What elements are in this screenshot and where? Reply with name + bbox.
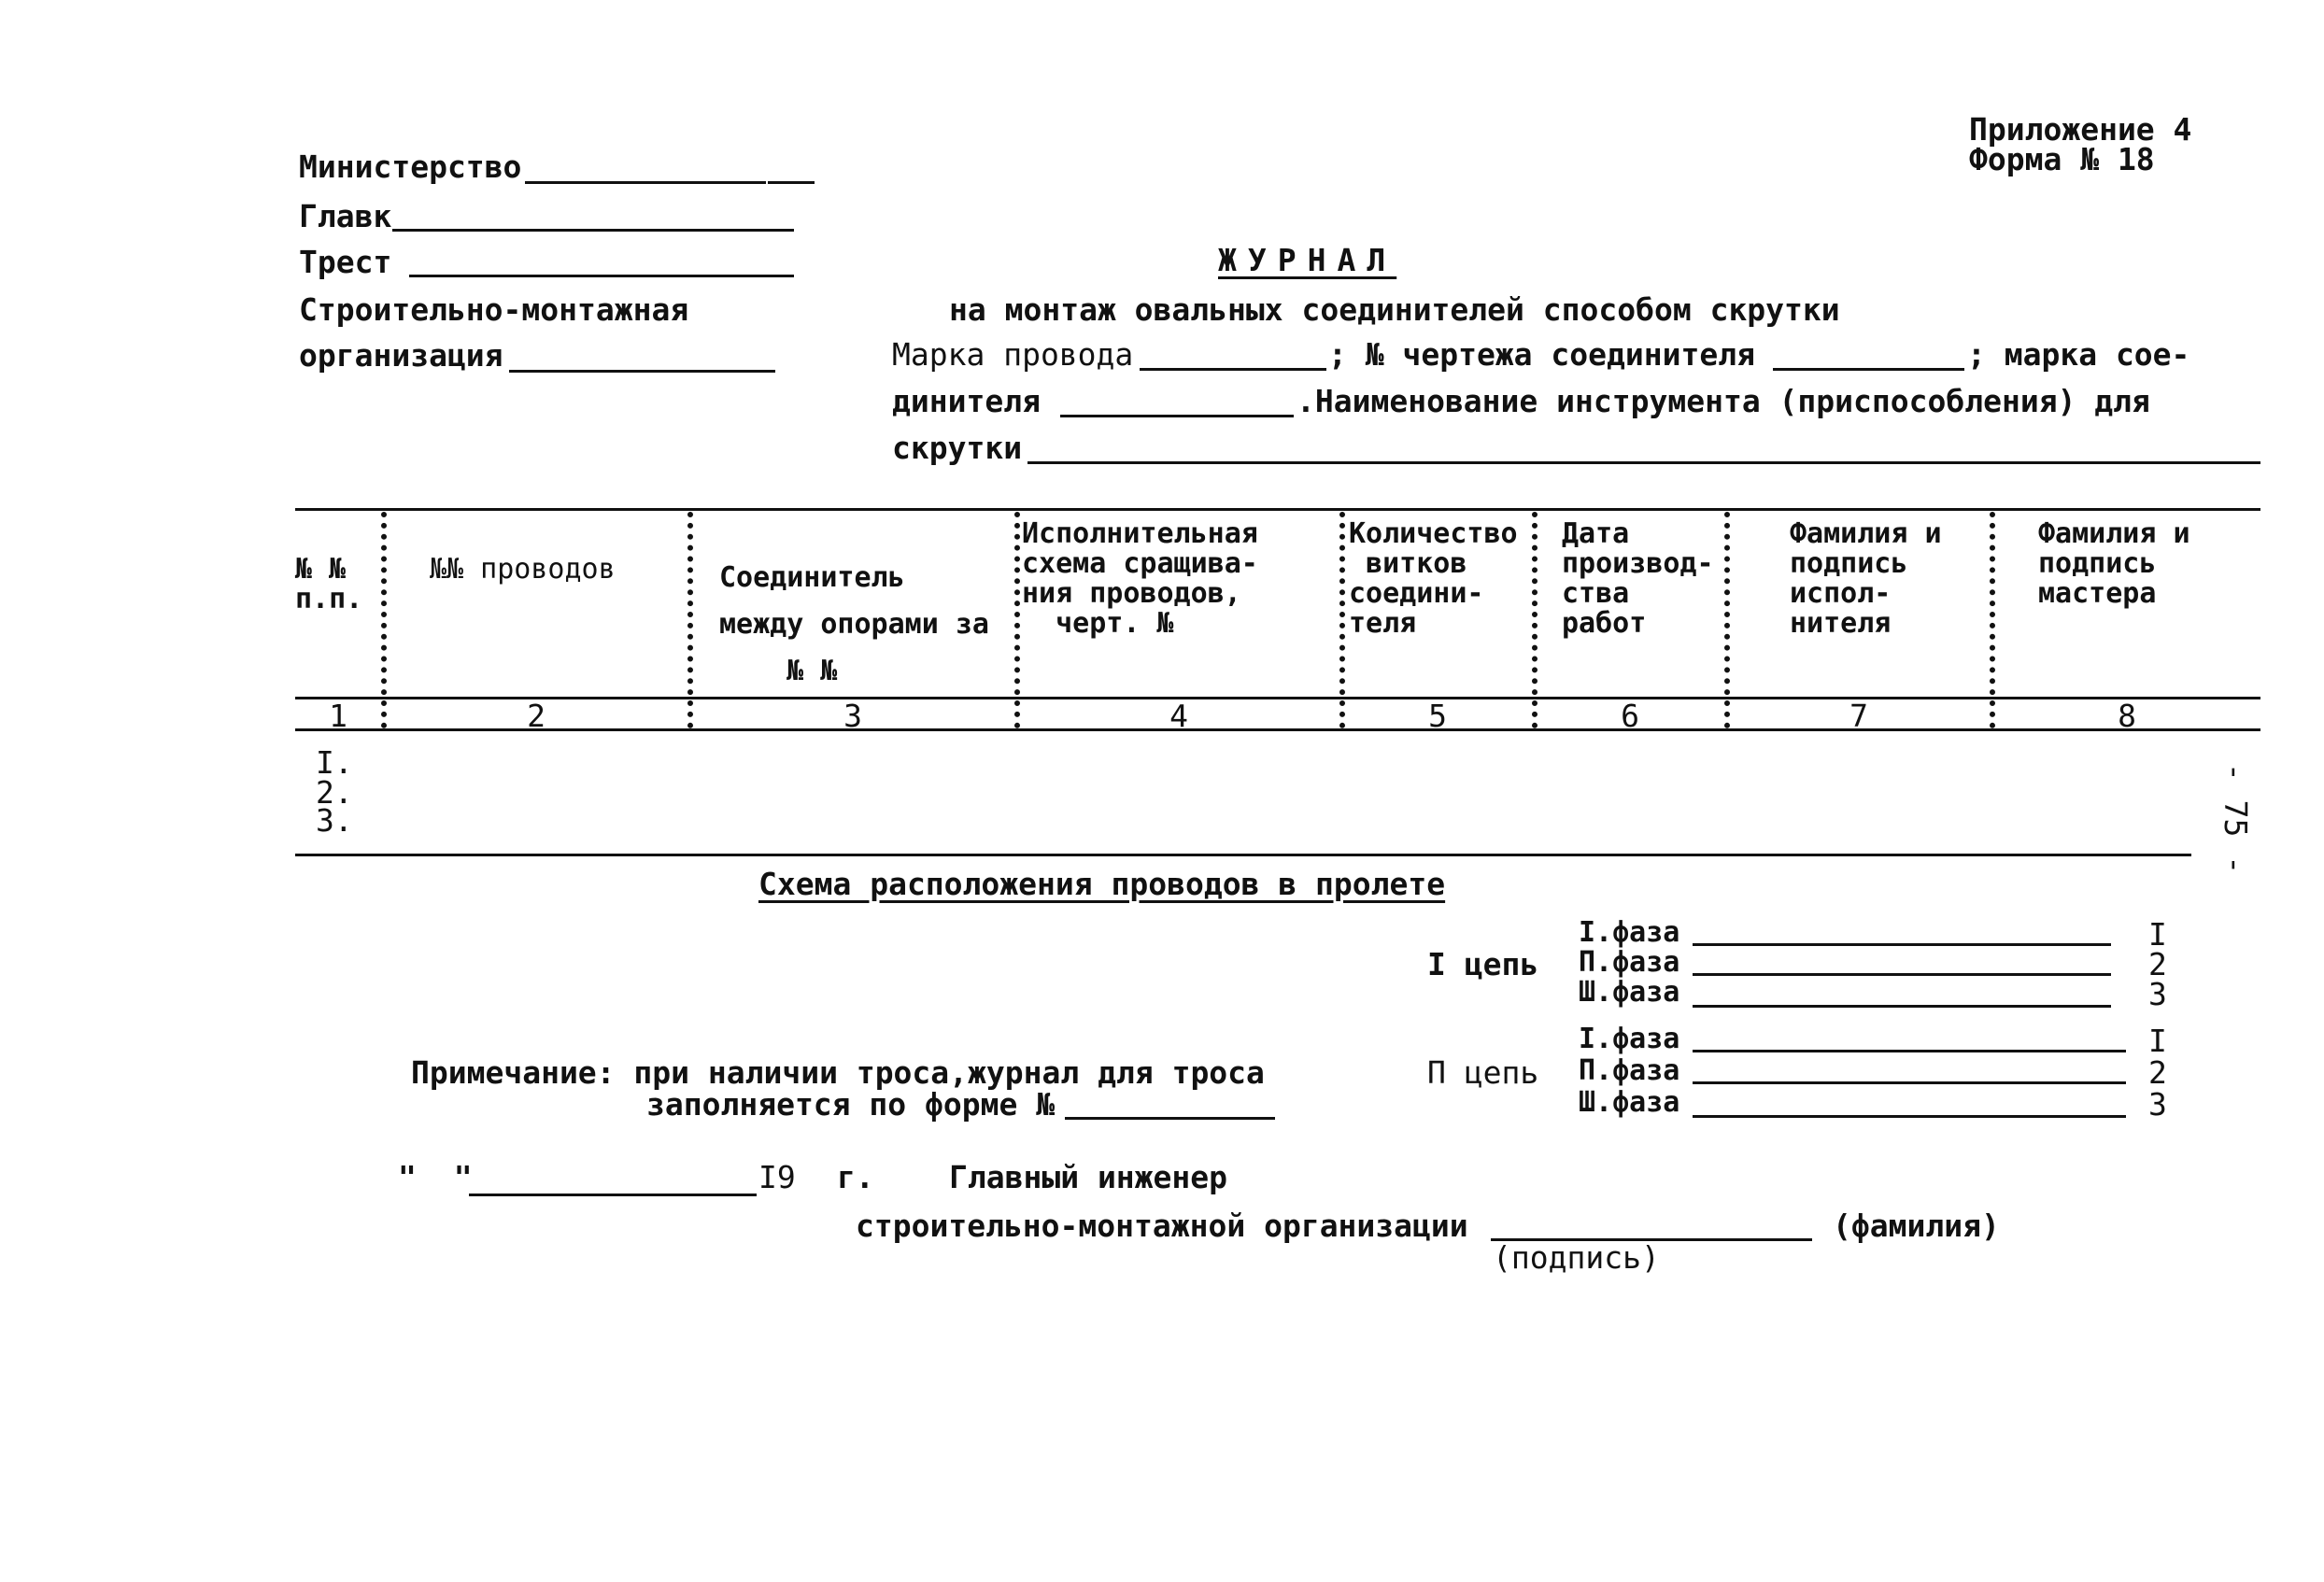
col-num-4: 4: [1169, 698, 1188, 734]
table-row-num: I.: [316, 744, 353, 781]
phase-blank: [1693, 1050, 2126, 1052]
col-separator: [1014, 512, 1020, 728]
col-num-3: 3: [843, 698, 862, 734]
phase-num: 3: [2148, 1086, 2167, 1123]
col-num-7: 7: [1849, 698, 1868, 734]
col-separator: [1339, 512, 1345, 728]
org-blank: [509, 370, 775, 373]
phase-blank: [1693, 1005, 2111, 1008]
footer-year-suffix: г.: [837, 1159, 874, 1195]
journal-subtitle: на монтаж овальных соединителей способом скрутки: [949, 291, 1840, 328]
twisting-label: скрутки: [892, 430, 1023, 466]
wire-brand-blank: [1140, 368, 1326, 371]
col-header-connector: Соединитель между опорами за № №: [719, 561, 989, 687]
note-form-blank: [1065, 1117, 1275, 1120]
phase-num: 2: [2148, 1054, 2167, 1091]
surname-caption: (фамилия): [1833, 1208, 2000, 1244]
col-num-2: 2: [527, 698, 546, 734]
phase-label: Ш.фаза: [1579, 976, 1680, 1009]
col-num-1: 1: [329, 698, 347, 734]
page-number: - 75 -: [2218, 762, 2255, 875]
appendix-label: Приложение 4: [1969, 111, 2192, 148]
phase-blank: [1693, 973, 2111, 976]
signature-caption: (подпись): [1493, 1239, 1660, 1276]
drawing-no-label: ; № чертежа соединителя: [1328, 336, 1755, 373]
col-separator: [687, 512, 693, 728]
phase-num: 3: [2148, 976, 2167, 1012]
col-header-wires: №№ проводов: [430, 553, 616, 586]
phase-label: I.фаза: [1579, 916, 1680, 949]
col-separator: [381, 512, 387, 728]
phase-blank: [1693, 1115, 2126, 1118]
ministry-blank-2: [768, 181, 815, 184]
circuit-name: I цепь: [1427, 946, 1539, 982]
trust-blank: [409, 275, 794, 277]
connector-brand-label-cont: динителя: [892, 383, 1041, 419]
col-separator: [1724, 512, 1730, 728]
phase-num: I: [2148, 1023, 2167, 1059]
col-header-scheme: Исполнительная схема сращива- ния проводов, черт. №: [1022, 517, 1258, 640]
phase-label: I.фаза: [1579, 1023, 1680, 1055]
org-label-line1: Строительно-монтажная: [299, 291, 689, 328]
connector-brand-blank: [1060, 415, 1294, 417]
ministry-blank: [525, 181, 766, 184]
connector-brand-label: ; марка сое-: [1967, 336, 2190, 373]
phase-num: 2: [2148, 946, 2167, 982]
drawing-no-blank: [1773, 368, 1964, 371]
phase-blank: [1693, 1081, 2126, 1084]
col-header-master: Фамилия и подпись мастера: [2038, 517, 2190, 610]
col-separator: [1532, 512, 1538, 728]
circuit-name: П цепь: [1427, 1054, 1539, 1091]
col-header-num: № № п.п.: [295, 553, 363, 615]
tool-name-blank: [1027, 461, 2260, 464]
date-blank: [469, 1194, 757, 1196]
phase-label: П.фаза: [1579, 1054, 1680, 1087]
chief-engineer-label: Главный инженер: [949, 1159, 1228, 1195]
col-num-6: 6: [1621, 698, 1639, 734]
col-separator: [1990, 512, 1995, 728]
wire-brand-label: Марка провода: [892, 336, 1134, 373]
date-quote: " ": [398, 1159, 473, 1195]
ministry-label: Министерство: [299, 148, 522, 185]
phase-label: П.фаза: [1579, 946, 1680, 979]
phase-label: Ш.фаза: [1579, 1086, 1680, 1119]
form-number: Форма № 18: [1969, 141, 2155, 177]
col-num-5: 5: [1428, 698, 1447, 734]
glavk-blank: [392, 229, 794, 232]
note-line2: заполняется по форме №: [646, 1086, 1056, 1123]
phase-num: I: [2148, 916, 2167, 953]
trust-label: Трест: [299, 244, 392, 280]
table-bottom-rule: [295, 854, 2191, 856]
glavk-label: Главк: [299, 198, 392, 234]
scheme-title: Схема расположения проводов в пролете: [758, 866, 1446, 902]
col-num-8: 8: [2118, 698, 2136, 734]
col-header-date: Дата производ- ства работ: [1562, 517, 1714, 640]
chief-org-label: строительно-монтажной организации: [856, 1208, 1468, 1244]
footer-year: I9: [758, 1159, 796, 1195]
table-top-rule: [295, 508, 2260, 511]
table-row-num: 2.: [316, 774, 353, 811]
col-header-performer: Фамилия и подпись испол- нителя: [1790, 517, 1942, 640]
note-line1: Примечание: при наличии троса,журнал для троса: [411, 1054, 1265, 1091]
table-row-num: 3.: [316, 802, 353, 839]
phase-blank: [1693, 943, 2111, 946]
table-header-rule: [295, 697, 2260, 699]
journal-title: ЖУРНАЛ: [1218, 242, 1397, 278]
org-label-line2: организация: [299, 337, 503, 374]
tool-name-label: .Наименование инструмента (приспособления) для: [1297, 383, 2150, 419]
col-header-turns: Количество витков соедини- теля: [1349, 517, 1518, 640]
